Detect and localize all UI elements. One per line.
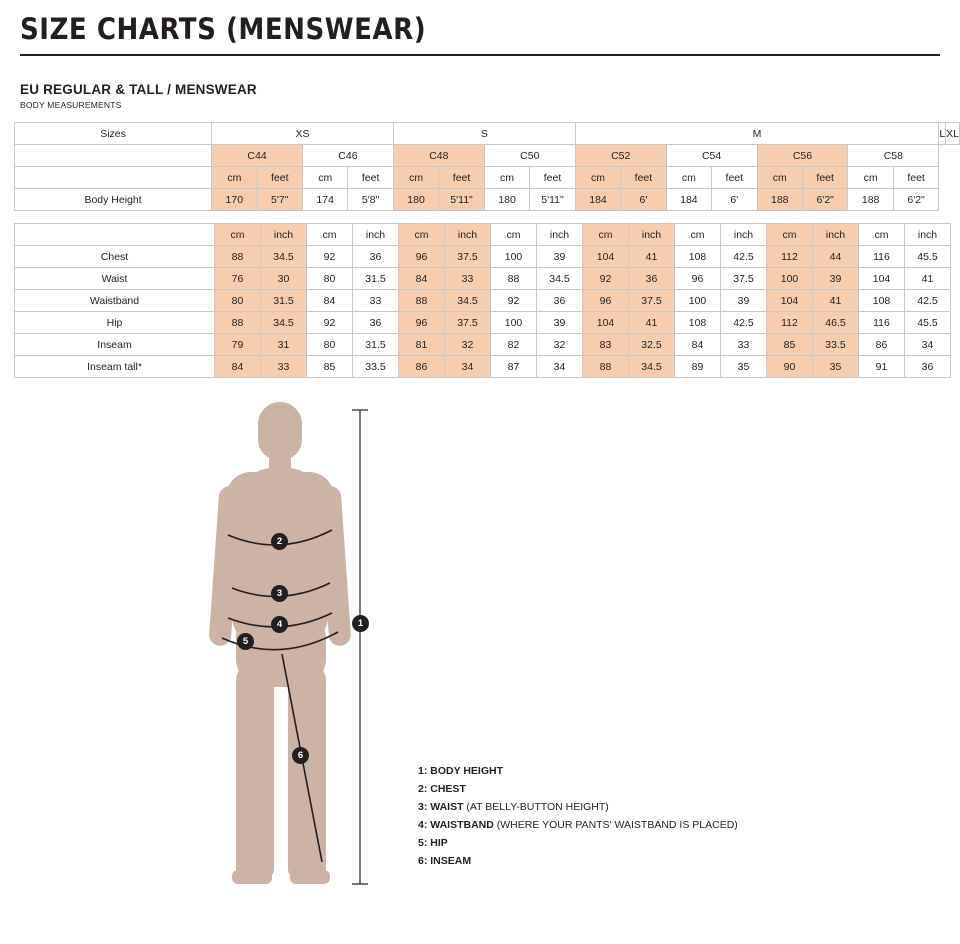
unit-cell: inch	[537, 224, 583, 246]
value-cell: 5'11"	[439, 189, 485, 211]
unit-cell: cm	[212, 167, 257, 189]
unit-cell: cm	[757, 167, 802, 189]
section-title: EU REGULAR & TALL / MENSWEAR	[20, 82, 257, 97]
value-cell: 42.5	[721, 246, 767, 268]
legend-note: (WHERE YOUR PANTS' WAISTBAND IS PLACED)	[493, 819, 738, 831]
figure-marker-5: 5	[237, 633, 254, 650]
value-cell: 104	[583, 246, 629, 268]
size-group-cell: L	[939, 123, 946, 145]
value-cell: 34.5	[261, 246, 307, 268]
row-label: Hip	[15, 312, 215, 334]
value-cell: 33	[261, 356, 307, 378]
value-cell: 104	[767, 290, 813, 312]
value-cell: 32.5	[629, 334, 675, 356]
unit-row	[15, 167, 960, 189]
value-cell: 34.5	[537, 268, 583, 290]
value-cell: 6'	[621, 189, 666, 211]
table-row	[15, 246, 951, 268]
value-cell: 88	[583, 356, 629, 378]
table-row	[15, 189, 960, 211]
value-cell: 174	[302, 189, 347, 211]
unit-cell: cm	[675, 224, 721, 246]
value-cell: 39	[813, 268, 859, 290]
value-cell: 188	[757, 189, 802, 211]
legend-item	[418, 834, 738, 852]
unit-cell: cm	[393, 167, 438, 189]
value-cell: 88	[399, 290, 445, 312]
figure-legend	[418, 762, 738, 870]
sizes-label: Sizes	[15, 123, 212, 145]
title-block	[0, 0, 960, 46]
legend-number: 6:	[418, 855, 431, 867]
value-cell: 35	[813, 356, 859, 378]
value-cell: 104	[583, 312, 629, 334]
size-code-cell: C58	[848, 145, 939, 167]
value-cell: 84	[215, 356, 261, 378]
value-cell: 83	[583, 334, 629, 356]
value-cell: 91	[859, 356, 905, 378]
value-cell: 37.5	[445, 312, 491, 334]
value-cell: 80	[307, 334, 353, 356]
table-row	[15, 312, 951, 334]
value-cell: 108	[675, 312, 721, 334]
value-cell: 41	[629, 312, 675, 334]
value-cell: 86	[399, 356, 445, 378]
value-cell: 34.5	[629, 356, 675, 378]
value-cell: 36	[629, 268, 675, 290]
value-cell: 34.5	[261, 312, 307, 334]
value-cell: 35	[721, 356, 767, 378]
figure-marker-6: 6	[292, 747, 309, 764]
figure-marker-3: 3	[271, 585, 288, 602]
value-cell: 31	[261, 334, 307, 356]
value-cell: 100	[767, 268, 813, 290]
table-row	[15, 268, 951, 290]
row-label: Chest	[15, 246, 215, 268]
measurement-lines	[170, 402, 400, 902]
unit-cell: feet	[712, 167, 757, 189]
measurements-table	[14, 223, 951, 378]
value-cell: 108	[675, 246, 721, 268]
legend-number: 5:	[418, 837, 431, 849]
value-cell: 89	[675, 356, 721, 378]
legend-term: CHEST	[430, 783, 466, 795]
value-cell: 180	[484, 189, 529, 211]
row-label: Inseam tall*	[15, 356, 215, 378]
value-cell: 42.5	[721, 312, 767, 334]
value-cell: 36	[905, 356, 951, 378]
value-cell: 46.5	[813, 312, 859, 334]
table-row	[15, 290, 951, 312]
value-cell: 86	[859, 334, 905, 356]
value-cell: 41	[629, 246, 675, 268]
legend-term: HIP	[430, 837, 448, 849]
value-cell: 44	[813, 246, 859, 268]
value-cell: 100	[675, 290, 721, 312]
value-cell: 85	[767, 334, 813, 356]
legend-number: 2:	[418, 783, 431, 795]
value-cell: 42.5	[905, 290, 951, 312]
legend-item	[418, 780, 738, 798]
size-group-cell: XS	[212, 123, 394, 145]
legend-item	[418, 798, 738, 816]
size-code-cell: C54	[666, 145, 757, 167]
value-cell: 6'2"	[802, 189, 847, 211]
value-cell: 34.5	[445, 290, 491, 312]
value-cell: 184	[666, 189, 711, 211]
value-cell: 45.5	[905, 246, 951, 268]
row-label: Waist	[15, 268, 215, 290]
value-cell: 36	[353, 312, 399, 334]
value-cell: 33	[721, 334, 767, 356]
value-cell: 84	[675, 334, 721, 356]
value-cell: 92	[307, 246, 353, 268]
value-cell: 37.5	[629, 290, 675, 312]
value-cell: 32	[445, 334, 491, 356]
value-cell: 92	[583, 268, 629, 290]
legend-term: BODY HEIGHT	[430, 765, 503, 777]
table-row	[15, 356, 951, 378]
empty-cell	[15, 224, 215, 246]
legend-item	[418, 816, 738, 834]
legend-term: INSEAM	[430, 855, 472, 867]
legend-item	[418, 852, 738, 870]
value-cell: 31.5	[261, 290, 307, 312]
unit-cell: feet	[257, 167, 302, 189]
value-cell: 85	[307, 356, 353, 378]
value-cell: 39	[537, 312, 583, 334]
unit-cell: feet	[439, 167, 485, 189]
value-cell: 5'8"	[348, 189, 393, 211]
body-height-table-wrap	[0, 122, 960, 211]
value-cell: 188	[848, 189, 893, 211]
value-cell: 32	[537, 334, 583, 356]
value-cell: 108	[859, 290, 905, 312]
body-figure	[170, 402, 400, 902]
value-cell: 87	[491, 356, 537, 378]
legend-number: 1:	[418, 765, 431, 777]
value-cell: 36	[353, 246, 399, 268]
body-height-table	[14, 122, 960, 211]
section-caption: BODY MEASUREMENTS	[20, 100, 122, 110]
value-cell: 31.5	[353, 268, 399, 290]
value-cell: 30	[261, 268, 307, 290]
size-code-cell: C48	[393, 145, 484, 167]
value-cell: 37.5	[721, 268, 767, 290]
unit-cell: cm	[859, 224, 905, 246]
unit-cell: cm	[484, 167, 529, 189]
unit-cell: cm	[491, 224, 537, 246]
value-cell: 33.5	[813, 334, 859, 356]
value-cell: 112	[767, 312, 813, 334]
figure-area	[0, 392, 960, 912]
value-cell: 84	[399, 268, 445, 290]
value-cell: 116	[859, 246, 905, 268]
value-cell: 80	[307, 268, 353, 290]
value-cell: 6'2"	[893, 189, 938, 211]
unit-row	[15, 224, 951, 246]
unit-cell: feet	[621, 167, 666, 189]
value-cell: 92	[491, 290, 537, 312]
legend-item	[418, 762, 738, 780]
section-heading-block	[0, 56, 960, 110]
size-group-cell: M	[575, 123, 939, 145]
value-cell: 180	[393, 189, 438, 211]
value-cell: 81	[399, 334, 445, 356]
page-title: SIZE CHARTS (MENSWEAR)	[20, 12, 427, 46]
value-cell: 5'11"	[530, 189, 576, 211]
size-group-cell: XL	[946, 123, 960, 145]
size-group-cell: S	[393, 123, 575, 145]
value-cell: 116	[859, 312, 905, 334]
unit-cell: cm	[399, 224, 445, 246]
value-cell: 79	[215, 334, 261, 356]
figure-marker-4: 4	[271, 616, 288, 633]
value-cell: 41	[813, 290, 859, 312]
figure-marker-2: 2	[271, 533, 288, 550]
value-cell: 34	[905, 334, 951, 356]
legend-term: WAISTBAND	[430, 819, 494, 831]
unit-cell: cm	[666, 167, 711, 189]
value-cell: 45.5	[905, 312, 951, 334]
unit-cell: cm	[583, 224, 629, 246]
size-code-row	[15, 145, 960, 167]
value-cell: 39	[537, 246, 583, 268]
value-cell: 88	[491, 268, 537, 290]
size-code-cell: C44	[212, 145, 303, 167]
unit-cell: feet	[530, 167, 576, 189]
unit-cell: inch	[261, 224, 307, 246]
legend-number: 4:	[418, 819, 431, 831]
value-cell: 88	[215, 312, 261, 334]
legend-number: 3:	[418, 801, 431, 813]
value-cell: 80	[215, 290, 261, 312]
size-code-cell: C52	[575, 145, 666, 167]
unit-cell: feet	[893, 167, 938, 189]
unit-cell: cm	[767, 224, 813, 246]
value-cell: 33	[445, 268, 491, 290]
unit-cell: inch	[721, 224, 767, 246]
value-cell: 34	[537, 356, 583, 378]
unit-cell: inch	[353, 224, 399, 246]
row-label: Body Height	[15, 189, 212, 211]
unit-cell: cm	[215, 224, 261, 246]
value-cell: 100	[491, 312, 537, 334]
legend-term: WAIST	[430, 801, 464, 813]
value-cell: 96	[399, 312, 445, 334]
value-cell: 41	[905, 268, 951, 290]
value-cell: 33	[353, 290, 399, 312]
value-cell: 100	[491, 246, 537, 268]
unit-cell: feet	[348, 167, 393, 189]
value-cell: 31.5	[353, 334, 399, 356]
legend-note: (AT BELLY-BUTTON HEIGHT)	[463, 801, 609, 813]
unit-cell: cm	[302, 167, 347, 189]
value-cell: 96	[583, 290, 629, 312]
size-group-row	[15, 123, 960, 145]
value-cell: 39	[721, 290, 767, 312]
unit-cell: feet	[802, 167, 847, 189]
unit-cell: cm	[307, 224, 353, 246]
unit-cell: inch	[629, 224, 675, 246]
row-label: Inseam	[15, 334, 215, 356]
value-cell: 92	[307, 312, 353, 334]
size-code-cell: C50	[484, 145, 575, 167]
row-label: Waistband	[15, 290, 215, 312]
value-cell: 90	[767, 356, 813, 378]
value-cell: 84	[307, 290, 353, 312]
value-cell: 184	[575, 189, 620, 211]
value-cell: 96	[399, 246, 445, 268]
value-cell: 33.5	[353, 356, 399, 378]
value-cell: 76	[215, 268, 261, 290]
unit-cell: inch	[905, 224, 951, 246]
value-cell: 112	[767, 246, 813, 268]
value-cell: 6'	[712, 189, 757, 211]
figure-marker-1: 1	[352, 615, 369, 632]
value-cell: 104	[859, 268, 905, 290]
empty-cell	[15, 167, 212, 189]
value-cell: 96	[675, 268, 721, 290]
size-code-cell: C46	[302, 145, 393, 167]
empty-cell	[15, 145, 212, 167]
value-cell: 36	[537, 290, 583, 312]
size-code-cell: C56	[757, 145, 848, 167]
value-cell: 37.5	[445, 246, 491, 268]
unit-cell: inch	[445, 224, 491, 246]
value-cell: 5'7"	[257, 189, 302, 211]
unit-cell: cm	[575, 167, 620, 189]
value-cell: 88	[215, 246, 261, 268]
measurements-table-wrap	[0, 223, 960, 378]
value-cell: 34	[445, 356, 491, 378]
value-cell: 170	[212, 189, 257, 211]
unit-cell: cm	[848, 167, 893, 189]
unit-cell: inch	[813, 224, 859, 246]
value-cell: 82	[491, 334, 537, 356]
table-row	[15, 334, 951, 356]
